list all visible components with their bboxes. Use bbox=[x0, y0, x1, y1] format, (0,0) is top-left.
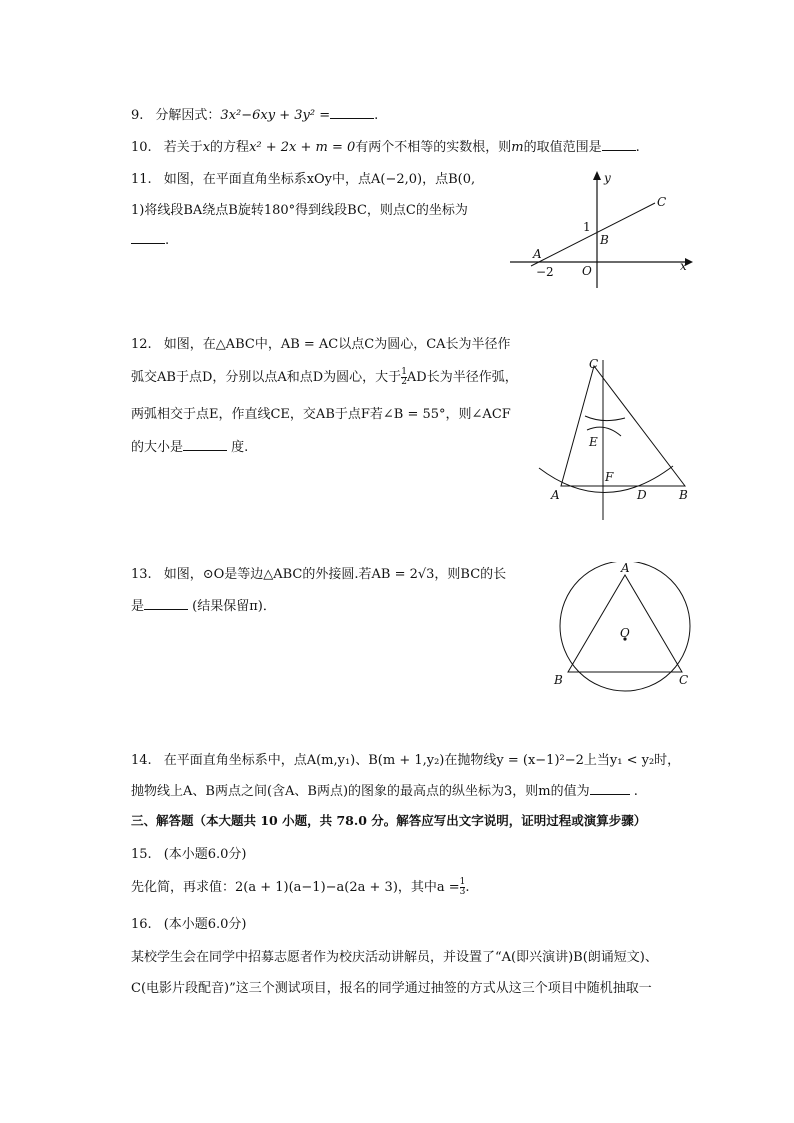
q15-end: . bbox=[465, 880, 470, 895]
q10-var-m: m bbox=[511, 140, 524, 155]
q9-expr: 3x²−6xy + 3y² = bbox=[220, 108, 331, 123]
arc-E1 bbox=[585, 416, 625, 421]
q9-text: 分解因式： bbox=[155, 108, 221, 123]
q15-text1: 先化简，再求值：2(a + 1)(a−1)−a(2a + 3)，其中a = bbox=[131, 880, 460, 895]
point-C-label: C bbox=[657, 195, 667, 209]
line-AC bbox=[531, 203, 655, 266]
q10-end: . bbox=[635, 140, 640, 155]
q12-answer-blank bbox=[183, 438, 227, 451]
q13-text2a: 是 bbox=[131, 599, 145, 614]
q10-text4: 的取值范围是 bbox=[523, 140, 602, 155]
tick-neg2-label: −2 bbox=[536, 265, 554, 279]
point-C-label: C bbox=[679, 673, 689, 687]
q12-text2b: AD长为半径作弧， bbox=[406, 370, 518, 385]
triangle-ABC bbox=[561, 366, 685, 486]
q11-answer-blank bbox=[131, 231, 165, 244]
q15-header bbox=[131, 843, 247, 862]
q13-number: 13. bbox=[131, 567, 152, 582]
q10-line bbox=[131, 136, 640, 155]
q14-end: . bbox=[633, 784, 638, 799]
point-A-label: A bbox=[533, 247, 542, 261]
q13-answer-blank bbox=[144, 597, 188, 610]
y-axis-arrow-icon bbox=[593, 171, 601, 180]
q10-number: 10. bbox=[131, 140, 152, 155]
q11-end: . bbox=[165, 233, 170, 248]
q12-line1 bbox=[131, 333, 511, 352]
point-C-label: C bbox=[589, 357, 599, 371]
q11-line2: 1)将线段BA绕点B旋转180°得到线段BC，则点C的坐标为 bbox=[131, 203, 468, 218]
point-A-label: A bbox=[551, 488, 560, 502]
q14-text2a: 抛物线上A、B两点之间(含A、B两点)的图象的最高点的纵坐标为3，则m的值为 bbox=[131, 784, 590, 799]
q14-number: 14. bbox=[131, 753, 152, 768]
q10-answer-blank bbox=[602, 138, 636, 151]
y-label: y bbox=[604, 171, 611, 185]
q10-text3: 有两个不相等的实数根，则 bbox=[355, 140, 512, 155]
q15-frac-den: 3 bbox=[459, 887, 466, 897]
q12-number: 12. bbox=[131, 337, 152, 352]
q12-text2a: 弧交AB于点D，分别以点A和点D为圆心，大于 bbox=[131, 370, 402, 385]
q12-line4 bbox=[131, 436, 248, 455]
q13-line2 bbox=[131, 595, 276, 614]
tick-1-label: 1 bbox=[583, 220, 591, 234]
q9-line bbox=[131, 104, 378, 123]
q12-text4a: 的大小是 bbox=[131, 440, 184, 455]
triangle-ABC bbox=[568, 575, 682, 672]
point-A-label: A bbox=[621, 562, 630, 575]
point-B-label: B bbox=[600, 233, 609, 247]
point-B-label: B bbox=[679, 488, 688, 502]
point-E-label: E bbox=[589, 435, 598, 449]
origin-label: O bbox=[582, 264, 592, 278]
q10-text2: 的方程 bbox=[210, 140, 250, 155]
q12-frac-den: 2 bbox=[401, 377, 407, 387]
q14-line2 bbox=[131, 780, 638, 799]
q12-frac-num: 1 bbox=[401, 367, 407, 377]
point-F-label: F bbox=[605, 470, 614, 484]
q13-line1 bbox=[131, 563, 506, 582]
point-B-label: B bbox=[554, 673, 563, 687]
q16-score: (本小题6.0分) bbox=[163, 917, 247, 932]
q12-text4b: 度. bbox=[231, 440, 249, 455]
q13-text1: 如图，⊙O是等边△ABC的外接圆.若AB = 2√3，则BC的长 bbox=[163, 567, 507, 582]
point-O-label: O bbox=[620, 626, 630, 640]
q14-answer-blank bbox=[590, 782, 630, 795]
x-label: x bbox=[680, 259, 687, 273]
q15-score: (本小题6.0分) bbox=[163, 847, 247, 862]
point-D-label: D bbox=[637, 488, 647, 502]
q11-line1 bbox=[131, 168, 475, 187]
q15-line1 bbox=[131, 876, 470, 897]
q9-number: 9. bbox=[131, 108, 144, 123]
q14-text1: 在平面直角坐标系中，点A(m,y₁)、B(m + 1,y₂)在抛物线y = (x−1)²−2上当y₁ < y₂时， bbox=[163, 753, 681, 768]
q13-text2b: (结果保留π)． bbox=[192, 599, 276, 614]
q10-expr: x² + 2x + m = 0 bbox=[249, 140, 356, 155]
q13-circle-figure bbox=[548, 562, 708, 692]
q10-text1: 若关于 bbox=[163, 140, 203, 155]
q12-line2 bbox=[131, 366, 518, 387]
q9-answer-blank bbox=[330, 106, 374, 119]
q14-line1 bbox=[131, 749, 680, 768]
q12-line3: 两弧相交于点E，作直线CE，交AB于点F若∠B = 55°，则∠ACF bbox=[131, 407, 511, 422]
q11-number: 11. bbox=[131, 172, 152, 187]
q16-header bbox=[131, 913, 247, 932]
q16-line1: 某校学生会在同学中招募志愿者作为校庆活动讲解员，并设置了“A(即兴演讲)B(朗诵短文)、 bbox=[131, 950, 658, 965]
q9-end: . bbox=[374, 108, 379, 123]
q11-coordinate-figure bbox=[505, 168, 695, 293]
q15-number: 15. bbox=[131, 847, 152, 862]
q11-text1: 如图，在平面直角坐标系xOy中，点A(−2,0)，点B(0, bbox=[163, 172, 476, 187]
q15-frac-num: 1 bbox=[459, 877, 466, 887]
section-3-heading: 三、解答题（本大题共 10 小题，共 78.0 分。解答应写出文字说明，证明过程或演算步骤） bbox=[131, 813, 647, 828]
q12-triangle-figure bbox=[535, 350, 705, 525]
q11-line3 bbox=[131, 231, 169, 248]
q16-number: 16. bbox=[131, 917, 152, 932]
q10-var-x: x bbox=[202, 140, 211, 155]
q16-line2: C(电影片段配音)”这三个测试项目，报名的同学通过抽签的方式从这三个项目中随机抽取一 bbox=[131, 981, 652, 996]
q12-text1: 如图，在△ABC中，AB = AC以点C为圆心，CA长为半径作 bbox=[163, 337, 511, 352]
